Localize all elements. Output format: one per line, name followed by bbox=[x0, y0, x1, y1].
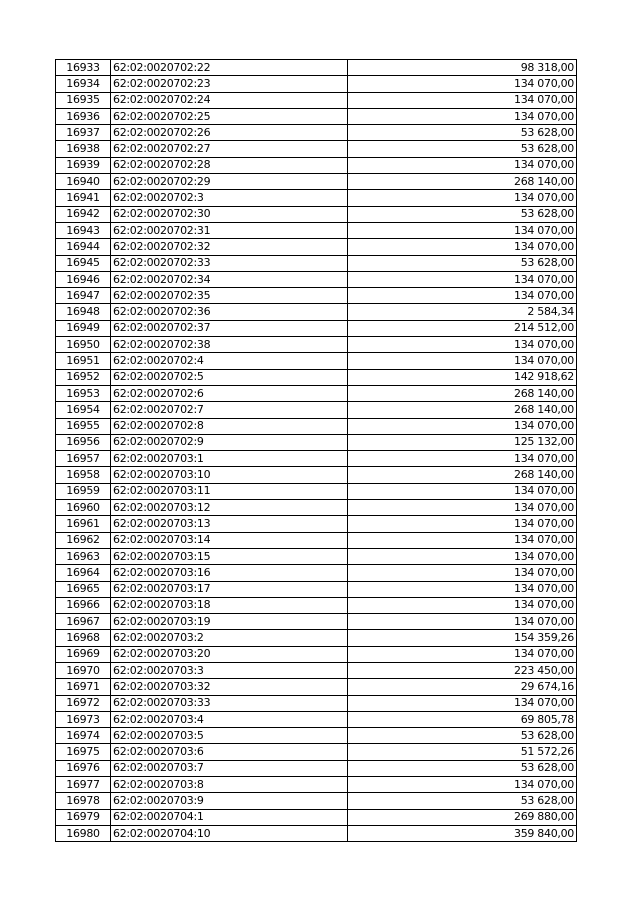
row-number-cell: 16946 bbox=[56, 271, 111, 287]
row-number-cell: 16962 bbox=[56, 532, 111, 548]
row-number-cell: 16948 bbox=[56, 304, 111, 320]
cadastral-number-cell: 62:02:0020702:36 bbox=[111, 304, 348, 320]
cadastral-value-cell: 134 070,00 bbox=[348, 581, 577, 597]
table-row bbox=[56, 271, 577, 287]
table-row bbox=[56, 76, 577, 92]
table-row bbox=[56, 157, 577, 173]
cadastral-number-cell: 62:02:0020703:6 bbox=[111, 744, 348, 760]
table-row bbox=[56, 825, 577, 841]
cadastral-number-cell: 62:02:0020702:30 bbox=[111, 206, 348, 222]
table-body bbox=[56, 60, 577, 842]
table-row bbox=[56, 125, 577, 141]
cadastral-value-cell: 98 318,00 bbox=[348, 60, 577, 76]
row-number-cell: 16968 bbox=[56, 630, 111, 646]
cadastral-value-cell: 134 070,00 bbox=[348, 777, 577, 793]
row-number-cell: 16956 bbox=[56, 434, 111, 450]
table-row bbox=[56, 320, 577, 336]
row-number-cell: 16935 bbox=[56, 92, 111, 108]
cadastral-value-cell: 268 140,00 bbox=[348, 385, 577, 401]
row-number-cell: 16977 bbox=[56, 777, 111, 793]
cadastral-value-cell: 53 628,00 bbox=[348, 793, 577, 809]
cadastral-value-cell: 53 628,00 bbox=[348, 206, 577, 222]
cadastral-value-cell: 125 132,00 bbox=[348, 434, 577, 450]
cadastral-number-cell: 62:02:0020703:5 bbox=[111, 728, 348, 744]
cadastral-number-cell: 62:02:0020704:10 bbox=[111, 825, 348, 841]
table-row bbox=[56, 581, 577, 597]
row-number-cell: 16934 bbox=[56, 76, 111, 92]
table-row bbox=[56, 793, 577, 809]
row-number-cell: 16972 bbox=[56, 695, 111, 711]
cadastral-number-cell: 62:02:0020702:34 bbox=[111, 271, 348, 287]
row-number-cell: 16938 bbox=[56, 141, 111, 157]
cadastral-value-cell: 53 628,00 bbox=[348, 125, 577, 141]
row-number-cell: 16971 bbox=[56, 679, 111, 695]
row-number-cell: 16937 bbox=[56, 125, 111, 141]
cadastral-number-cell: 62:02:0020702:8 bbox=[111, 418, 348, 434]
cadastral-number-cell: 62:02:0020702:5 bbox=[111, 369, 348, 385]
row-number-cell: 16966 bbox=[56, 597, 111, 613]
row-number-cell: 16945 bbox=[56, 255, 111, 271]
cadastral-number-cell: 62:02:0020703:16 bbox=[111, 565, 348, 581]
cadastral-value-cell: 134 070,00 bbox=[348, 500, 577, 516]
cadastral-number-cell: 62:02:0020703:4 bbox=[111, 711, 348, 727]
table-row bbox=[56, 483, 577, 499]
cadastral-value-cell: 223 450,00 bbox=[348, 662, 577, 678]
row-number-cell: 16939 bbox=[56, 157, 111, 173]
row-number-cell: 16965 bbox=[56, 581, 111, 597]
cadastral-value-cell: 134 070,00 bbox=[348, 532, 577, 548]
cadastral-value-cell: 69 805,78 bbox=[348, 711, 577, 727]
cadastral-value-cell: 134 070,00 bbox=[348, 418, 577, 434]
row-number-cell: 16980 bbox=[56, 825, 111, 841]
table-row bbox=[56, 695, 577, 711]
cadastral-value-cell: 134 070,00 bbox=[348, 451, 577, 467]
row-number-cell: 16955 bbox=[56, 418, 111, 434]
table-row bbox=[56, 141, 577, 157]
row-number-cell: 16944 bbox=[56, 239, 111, 255]
cadastral-number-cell: 62:02:0020702:25 bbox=[111, 108, 348, 124]
table-row bbox=[56, 206, 577, 222]
cadastral-number-cell: 62:02:0020703:12 bbox=[111, 500, 348, 516]
cadastral-value-cell: 134 070,00 bbox=[348, 222, 577, 238]
table-row bbox=[56, 434, 577, 450]
row-number-cell: 16950 bbox=[56, 337, 111, 353]
cadastral-number-cell: 62:02:0020703:3 bbox=[111, 662, 348, 678]
table-row bbox=[56, 548, 577, 564]
cadastral-value-cell: 134 070,00 bbox=[348, 597, 577, 613]
cadastral-value-cell: 154 359,26 bbox=[348, 630, 577, 646]
cadastral-number-cell: 62:02:0020703:7 bbox=[111, 760, 348, 776]
cadastral-number-cell: 62:02:0020702:35 bbox=[111, 288, 348, 304]
table-row bbox=[56, 174, 577, 190]
cadastral-value-cell: 134 070,00 bbox=[348, 483, 577, 499]
cadastral-value-cell: 214 512,00 bbox=[348, 320, 577, 336]
cadastral-value-cell: 134 070,00 bbox=[348, 548, 577, 564]
table-row bbox=[56, 239, 577, 255]
row-number-cell: 16970 bbox=[56, 662, 111, 678]
table-row bbox=[56, 565, 577, 581]
cadastral-value-cell: 134 070,00 bbox=[348, 271, 577, 287]
cadastral-number-cell: 62:02:0020703:8 bbox=[111, 777, 348, 793]
cadastral-number-cell: 62:02:0020703:2 bbox=[111, 630, 348, 646]
table-row bbox=[56, 385, 577, 401]
cadastral-number-cell: 62:02:0020703:18 bbox=[111, 597, 348, 613]
row-number-cell: 16936 bbox=[56, 108, 111, 124]
cadastral-value-cell: 134 070,00 bbox=[348, 239, 577, 255]
cadastral-number-cell: 62:02:0020702:9 bbox=[111, 434, 348, 450]
row-number-cell: 16940 bbox=[56, 174, 111, 190]
cadastral-number-cell: 62:02:0020703:14 bbox=[111, 532, 348, 548]
row-number-cell: 16942 bbox=[56, 206, 111, 222]
cadastral-value-cell: 134 070,00 bbox=[348, 337, 577, 353]
row-number-cell: 16976 bbox=[56, 760, 111, 776]
cadastral-number-cell: 62:02:0020704:1 bbox=[111, 809, 348, 825]
table-row bbox=[56, 728, 577, 744]
cadastral-number-cell: 62:02:0020702:4 bbox=[111, 353, 348, 369]
table-row bbox=[56, 809, 577, 825]
cadastral-value-cell: 29 674,16 bbox=[348, 679, 577, 695]
cadastral-value-cell: 134 070,00 bbox=[348, 157, 577, 173]
cadastral-number-cell: 62:02:0020702:27 bbox=[111, 141, 348, 157]
cadastral-number-cell: 62:02:0020703:32 bbox=[111, 679, 348, 695]
cadastral-value-cell: 359 840,00 bbox=[348, 825, 577, 841]
cadastral-number-cell: 62:02:0020702:6 bbox=[111, 385, 348, 401]
row-number-cell: 16969 bbox=[56, 646, 111, 662]
cadastral-number-cell: 62:02:0020702:28 bbox=[111, 157, 348, 173]
table-row bbox=[56, 760, 577, 776]
table-row bbox=[56, 108, 577, 124]
row-number-cell: 16964 bbox=[56, 565, 111, 581]
row-number-cell: 16961 bbox=[56, 516, 111, 532]
table-row bbox=[56, 614, 577, 630]
cadastral-number-cell: 62:02:0020702:26 bbox=[111, 125, 348, 141]
table-row bbox=[56, 304, 577, 320]
table-row bbox=[56, 92, 577, 108]
table-row bbox=[56, 353, 577, 369]
table-row bbox=[56, 255, 577, 271]
table-row bbox=[56, 337, 577, 353]
cadastral-number-cell: 62:02:0020702:32 bbox=[111, 239, 348, 255]
cadastral-value-cell: 268 140,00 bbox=[348, 467, 577, 483]
cadastral-number-cell: 62:02:0020703:11 bbox=[111, 483, 348, 499]
cadastral-value-cell: 134 070,00 bbox=[348, 92, 577, 108]
row-number-cell: 16974 bbox=[56, 728, 111, 744]
cadastral-value-cell: 51 572,26 bbox=[348, 744, 577, 760]
cadastral-value-cell: 134 070,00 bbox=[348, 614, 577, 630]
table-row bbox=[56, 711, 577, 727]
row-number-cell: 16949 bbox=[56, 320, 111, 336]
row-number-cell: 16958 bbox=[56, 467, 111, 483]
table-row bbox=[56, 60, 577, 76]
row-number-cell: 16973 bbox=[56, 711, 111, 727]
cadastral-number-cell: 62:02:0020703:20 bbox=[111, 646, 348, 662]
row-number-cell: 16975 bbox=[56, 744, 111, 760]
cadastral-value-cell: 269 880,00 bbox=[348, 809, 577, 825]
cadastral-number-cell: 62:02:0020702:31 bbox=[111, 222, 348, 238]
row-number-cell: 16960 bbox=[56, 500, 111, 516]
table-row bbox=[56, 222, 577, 238]
cadastral-number-cell: 62:02:0020703:9 bbox=[111, 793, 348, 809]
cadastral-number-cell: 62:02:0020702:22 bbox=[111, 60, 348, 76]
table-row bbox=[56, 190, 577, 206]
row-number-cell: 16978 bbox=[56, 793, 111, 809]
cadastral-number-cell: 62:02:0020703:13 bbox=[111, 516, 348, 532]
row-number-cell: 16954 bbox=[56, 402, 111, 418]
cadastral-number-cell: 62:02:0020702:37 bbox=[111, 320, 348, 336]
cadastral-value-cell: 2 584,34 bbox=[348, 304, 577, 320]
row-number-cell: 16933 bbox=[56, 60, 111, 76]
row-number-cell: 16941 bbox=[56, 190, 111, 206]
cadastral-value-cell: 268 140,00 bbox=[348, 174, 577, 190]
table-row bbox=[56, 516, 577, 532]
table-row bbox=[56, 630, 577, 646]
cadastral-value-cell: 134 070,00 bbox=[348, 190, 577, 206]
row-number-cell: 16963 bbox=[56, 548, 111, 564]
table-row bbox=[56, 777, 577, 793]
cadastral-value-cell: 53 628,00 bbox=[348, 728, 577, 744]
table-row bbox=[56, 288, 577, 304]
table-row bbox=[56, 744, 577, 760]
cadastral-value-cell: 53 628,00 bbox=[348, 141, 577, 157]
cadastral-number-cell: 62:02:0020702:38 bbox=[111, 337, 348, 353]
table-row bbox=[56, 418, 577, 434]
cadastral-value-cell: 142 918,62 bbox=[348, 369, 577, 385]
table-row bbox=[56, 451, 577, 467]
table-row bbox=[56, 402, 577, 418]
cadastral-number-cell: 62:02:0020702:23 bbox=[111, 76, 348, 92]
row-number-cell: 16953 bbox=[56, 385, 111, 401]
table-row bbox=[56, 500, 577, 516]
cadastral-value-cell: 134 070,00 bbox=[348, 695, 577, 711]
cadastral-value-cell: 53 628,00 bbox=[348, 255, 577, 271]
table-row bbox=[56, 369, 577, 385]
cadastral-number-cell: 62:02:0020703:1 bbox=[111, 451, 348, 467]
cadastral-value-cell: 53 628,00 bbox=[348, 760, 577, 776]
table-row bbox=[56, 679, 577, 695]
cadastral-number-cell: 62:02:0020703:17 bbox=[111, 581, 348, 597]
row-number-cell: 16959 bbox=[56, 483, 111, 499]
cadastral-value-table bbox=[55, 59, 577, 842]
cadastral-value-cell: 134 070,00 bbox=[348, 646, 577, 662]
table-row bbox=[56, 467, 577, 483]
row-number-cell: 16952 bbox=[56, 369, 111, 385]
cadastral-value-cell: 134 070,00 bbox=[348, 565, 577, 581]
table-row bbox=[56, 646, 577, 662]
cadastral-value-cell: 134 070,00 bbox=[348, 516, 577, 532]
cadastral-number-cell: 62:02:0020703:10 bbox=[111, 467, 348, 483]
row-number-cell: 16957 bbox=[56, 451, 111, 467]
table-row bbox=[56, 597, 577, 613]
cadastral-value-cell: 134 070,00 bbox=[348, 76, 577, 92]
row-number-cell: 16947 bbox=[56, 288, 111, 304]
row-number-cell: 16967 bbox=[56, 614, 111, 630]
cadastral-value-cell: 134 070,00 bbox=[348, 353, 577, 369]
cadastral-number-cell: 62:02:0020702:24 bbox=[111, 92, 348, 108]
cadastral-value-cell: 268 140,00 bbox=[348, 402, 577, 418]
cadastral-value-cell: 134 070,00 bbox=[348, 108, 577, 124]
table-row bbox=[56, 532, 577, 548]
cadastral-number-cell: 62:02:0020703:33 bbox=[111, 695, 348, 711]
row-number-cell: 16951 bbox=[56, 353, 111, 369]
cadastral-number-cell: 62:02:0020702:7 bbox=[111, 402, 348, 418]
row-number-cell: 16943 bbox=[56, 222, 111, 238]
cadastral-number-cell: 62:02:0020703:19 bbox=[111, 614, 348, 630]
cadastral-number-cell: 62:02:0020702:3 bbox=[111, 190, 348, 206]
cadastral-number-cell: 62:02:0020702:33 bbox=[111, 255, 348, 271]
cadastral-number-cell: 62:02:0020702:29 bbox=[111, 174, 348, 190]
table-row bbox=[56, 662, 577, 678]
row-number-cell: 16979 bbox=[56, 809, 111, 825]
cadastral-number-cell: 62:02:0020703:15 bbox=[111, 548, 348, 564]
cadastral-value-cell: 134 070,00 bbox=[348, 288, 577, 304]
